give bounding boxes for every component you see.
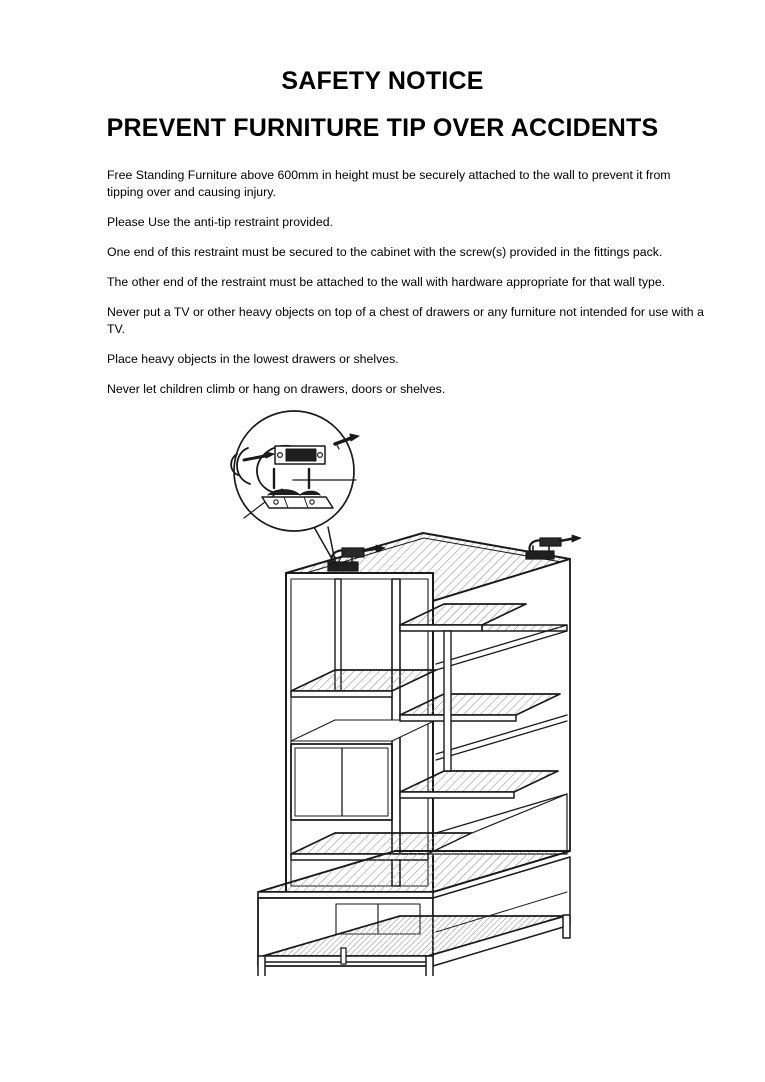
instruction-paragraph-7: Never let children climb or hang on drawers, doors or shelves.	[107, 381, 446, 396]
safety-instructions-body	[107, 167, 708, 411]
document-headings	[0, 66, 765, 145]
cabinet-door-panel-left	[291, 744, 392, 820]
instruction-paragraph-3: One end of this restraint must be secured to the cabinet with the screw(s) provided in the fittings pack.	[107, 244, 663, 259]
instruction-paragraph-1: Free Standing Furniture above 600mm in height must be securely attached to the wall to prevent it from tipping over and causing injury.	[107, 168, 671, 199]
instruction-paragraph-5: Never put a TV or other heavy objects on top of a chest of drawers or any furniture not intended for use with a TV.	[107, 304, 704, 336]
anti-tip-restraint-diagram	[196, 396, 616, 976]
magnified-detail-circle	[231, 411, 359, 566]
instruction-paragraph-6: Place heavy objects in the lowest drawers or shelves.	[107, 351, 399, 366]
cabinet-right-bay-post	[444, 631, 451, 771]
anti-tip-bracket-right	[526, 535, 581, 559]
instruction-paragraph-2: Please Use the anti-tip restraint provided.	[107, 214, 333, 229]
page-title-safety-notice: SAFETY NOTICE	[281, 67, 484, 95]
page-subtitle-prevent-tip-over: PREVENT FURNITURE TIP OVER ACCIDENTS	[106, 114, 659, 143]
instruction-paragraph-4: The other end of the restraint must be attached to the wall with hardware appropriate for that wall type.	[107, 274, 666, 289]
